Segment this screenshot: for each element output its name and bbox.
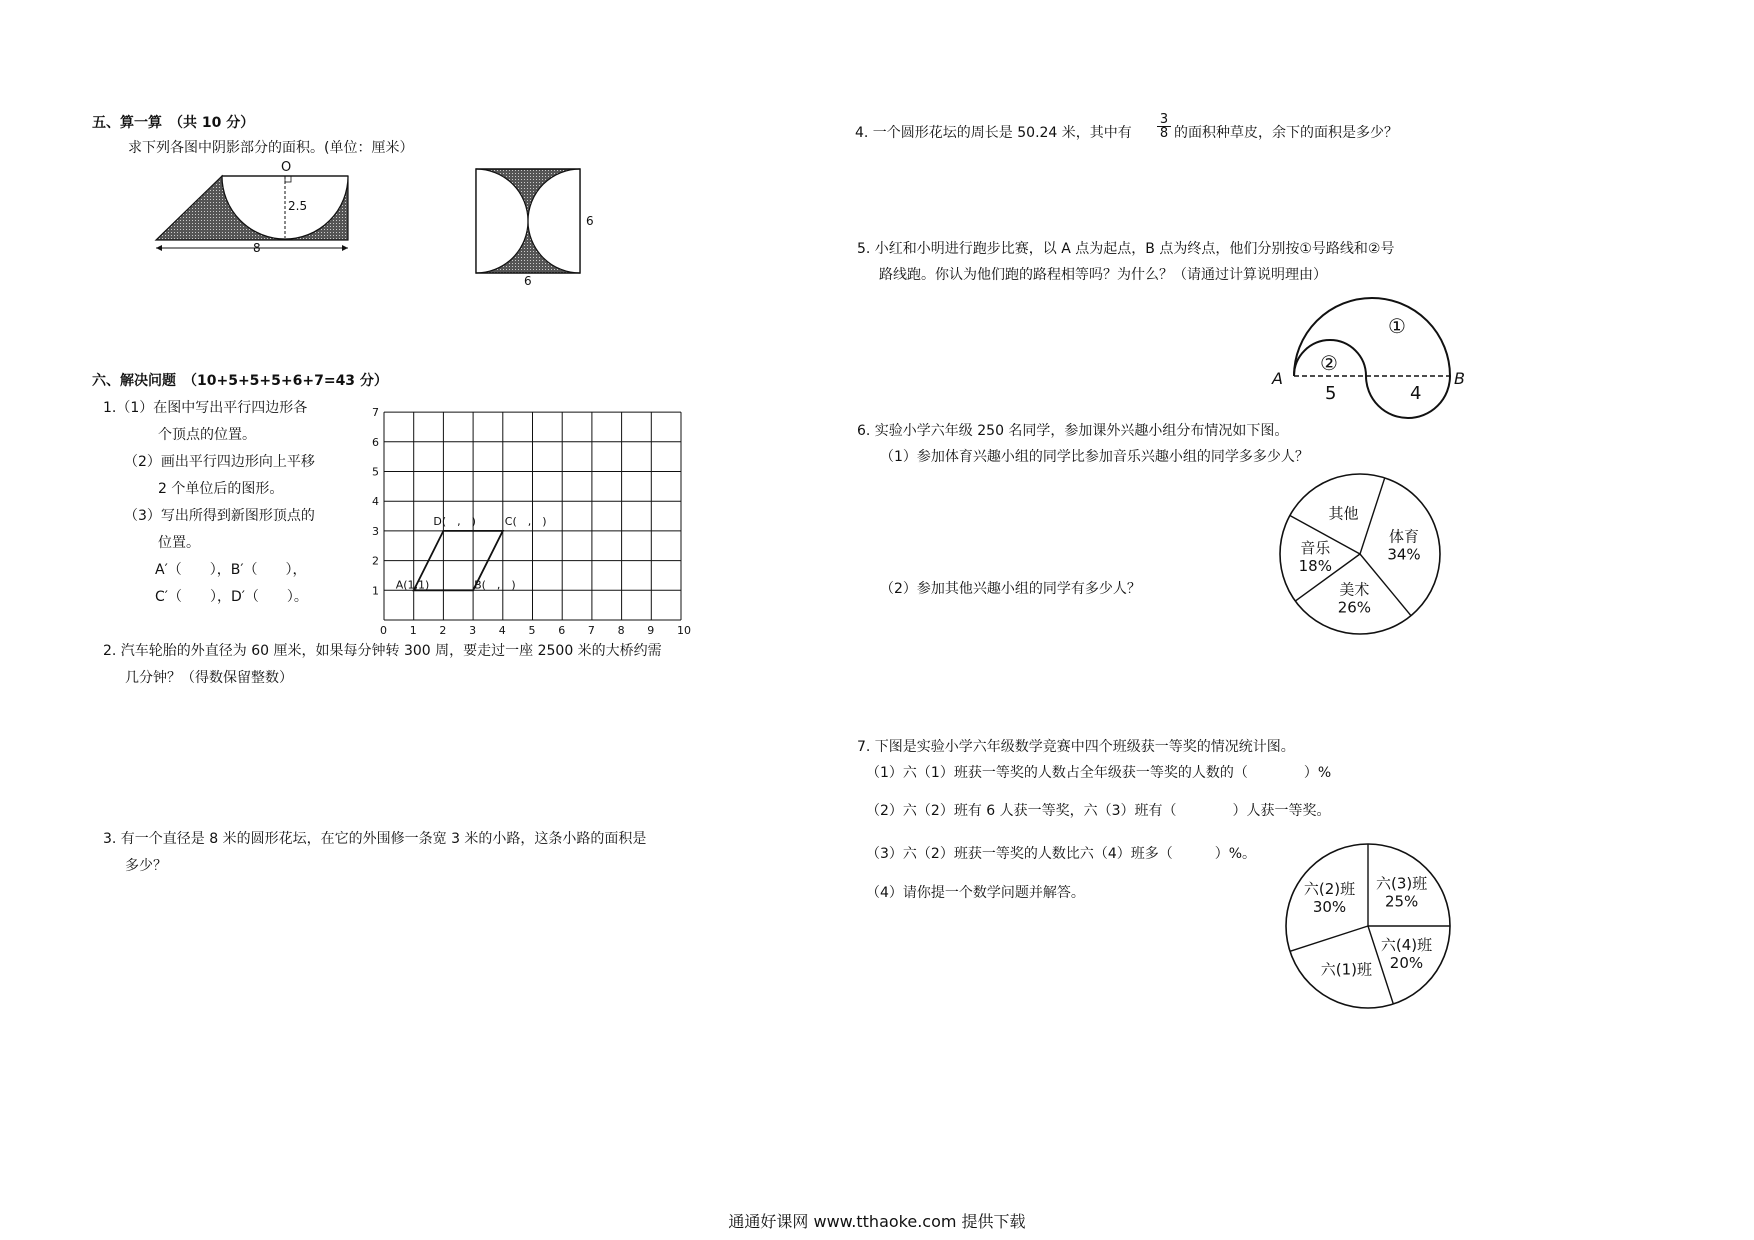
coordinate-grid (370, 400, 690, 640)
grid-x-tick: 10 (677, 624, 691, 637)
fig2-side-label: 6 (586, 214, 594, 228)
grid-y-tick: 3 (372, 524, 379, 538)
footer: 通通好课网 www.tthaoke.com 提供下载 (728, 1212, 1026, 1231)
race-route-figure (1270, 290, 1480, 420)
q4-fraction-den: 8 (1159, 126, 1169, 141)
q4-fraction-num: 3 (1157, 113, 1171, 127)
grid-x-tick: 6 (558, 624, 566, 637)
grid-y-tick: 1 (372, 584, 379, 598)
q1-line6: 位置。 (158, 535, 200, 551)
q4-text-post: 的面积种草皮，余下的面积是多少？ (1174, 125, 1398, 141)
grid-y-tick: 6 (372, 435, 379, 449)
pie-slice-pct: 34% (1387, 545, 1421, 564)
pie-slice-pct: 25% (1384, 892, 1419, 911)
grid-x-tick: 7 (587, 624, 595, 637)
race-point-b: B (1454, 369, 1465, 388)
grid-x-tick: 0 (380, 624, 387, 637)
pie-slice-label: 六(1)班 (1320, 960, 1373, 979)
q2-line1: 2. 汽车轮胎的外直径为 60 厘米，如果每分钟转 300 周，要走过一座 2500 米的大桥约需 (103, 643, 662, 659)
q5-line1: 5. 小红和小明进行跑步比赛，以 A 点为起点，B 点为终点，他们分别按①号路线和②号 (857, 241, 1395, 257)
pie-slice-pct: 26% (1337, 598, 1372, 617)
vertex-a-label: A(1,1) (395, 578, 430, 592)
route-1-label: ① (1388, 314, 1406, 338)
race-point-a: A (1272, 369, 1283, 388)
award-class-pie (1280, 840, 1460, 1015)
grid-y-tick: 2 (372, 554, 379, 568)
fig1-radius-label: 2.5 (288, 199, 308, 213)
grid-y-tick: 7 (372, 406, 379, 420)
distance-5-label: 5 (1325, 383, 1337, 404)
q7-line2: （1）六（1）班获一等奖的人数占全年级获一等奖的人数的（ ）% (866, 765, 1332, 781)
q1-line7: A′（ ），B′（ ）， (155, 562, 307, 578)
q1-line5: （3）写出所得到新图形顶点的 (124, 508, 315, 524)
q5-line2: 路线跑。你认为他们跑的路程相等吗？为什么？（请通过计算说明理由） (879, 267, 1327, 283)
grid-x-tick: 2 (439, 624, 447, 637)
q4-fraction (1157, 113, 1171, 140)
grid-y-tick: 4 (372, 495, 379, 509)
shaded-figure-1 (150, 160, 350, 260)
fig2-bottom-label: 6 (524, 274, 532, 288)
vertex-b-label: B( , ) (474, 578, 516, 592)
grid-x-tick: 3 (469, 624, 477, 637)
pie-slice-label: 美术 (1339, 580, 1370, 599)
section5-prompt: 求下列各图中阴影部分的面积。(单位：厘米） (128, 140, 414, 156)
pie-slice-label: 六(4)班 (1380, 935, 1433, 954)
section6-heading: 六、解决问题 （10+5+5+5+6+7=43 分） (92, 373, 388, 389)
pie-slice-label: 其他 (1328, 504, 1359, 523)
distance-4-label: 4 (1410, 383, 1422, 404)
q1-line4: 2 个单位后的图形。 (158, 481, 284, 497)
q1-line2: 个顶点的位置。 (158, 427, 256, 443)
q7-line1: 7. 下图是实验小学六年级数学竞赛中四个班级获一等奖的情况统计图。 (857, 739, 1295, 755)
grid-x-tick: 5 (528, 624, 536, 637)
q6-line2: （1）参加体育兴趣小组的同学比参加音乐兴趣小组的同学多多少人？ (880, 449, 1309, 465)
q3-line2: 多少？ (125, 858, 167, 874)
shaded-figure-2 (470, 167, 594, 288)
grid-x-tick: 8 (617, 624, 625, 637)
pie-slice-label: 体育 (1388, 527, 1420, 546)
q6-line1: 6. 实验小学六年级 250 名同学，参加课外兴趣小组分布情况如下图。 (857, 423, 1289, 439)
q7-line3: （2）六（2）班有 6 人获一等奖，六（3）班有（ ）人获一等奖。 (866, 803, 1331, 819)
pie-slice-pct: 18% (1298, 556, 1332, 575)
q2-line2: 几分钟？（得数保留整数） (125, 670, 293, 686)
q1-line1: 1.（1）在图中写出平行四边形各 (103, 400, 308, 416)
q4-text-pre: 4. 一个圆形花坛的周长是 50.24 米，其中有 (855, 125, 1132, 141)
q1-line8: C′（ ），D′（ ）。 (155, 589, 308, 605)
section5-heading: 五、算一算 （共 10 分） (92, 115, 255, 131)
grid-x-tick: 9 (647, 624, 655, 637)
vertex-c-label: C( , ) (504, 514, 547, 528)
fig1-o-label: O (281, 160, 292, 175)
pie-slice-label: 音乐 (1300, 538, 1331, 557)
pie-slice-label: 六(3)班 (1376, 874, 1428, 893)
pie-slice-pct: 20% (1389, 953, 1424, 972)
route-2-label: ② (1320, 351, 1338, 375)
vertex-d-label: D( , ) (433, 514, 476, 528)
q1-line3: （2）画出平行四边形向上平移 (124, 454, 315, 470)
q6-line3: （2）参加其他兴趣小组的同学有多少人？ (880, 581, 1141, 597)
q3-line1: 3. 有一个直径是 8 米的圆形花坛，在它的外围修一条宽 3 米的小路，这条小路的面积是 (103, 831, 647, 847)
interest-group-pie (1270, 470, 1450, 640)
q7-line4: （3）六（2）班获一等奖的人数比六（4）班多（ ）%。 (866, 846, 1257, 862)
fig1-width-label: 8 (253, 241, 261, 255)
grid-x-tick: 4 (498, 624, 506, 637)
pie-slice-pct: 30% (1312, 898, 1347, 917)
grid-y-tick: 5 (372, 465, 379, 479)
pie-slice-label: 六(2)班 (1303, 880, 1356, 899)
grid-x-tick: 1 (409, 624, 417, 637)
q7-line5: （4）请你提一个数学问题并解答。 (866, 885, 1085, 901)
